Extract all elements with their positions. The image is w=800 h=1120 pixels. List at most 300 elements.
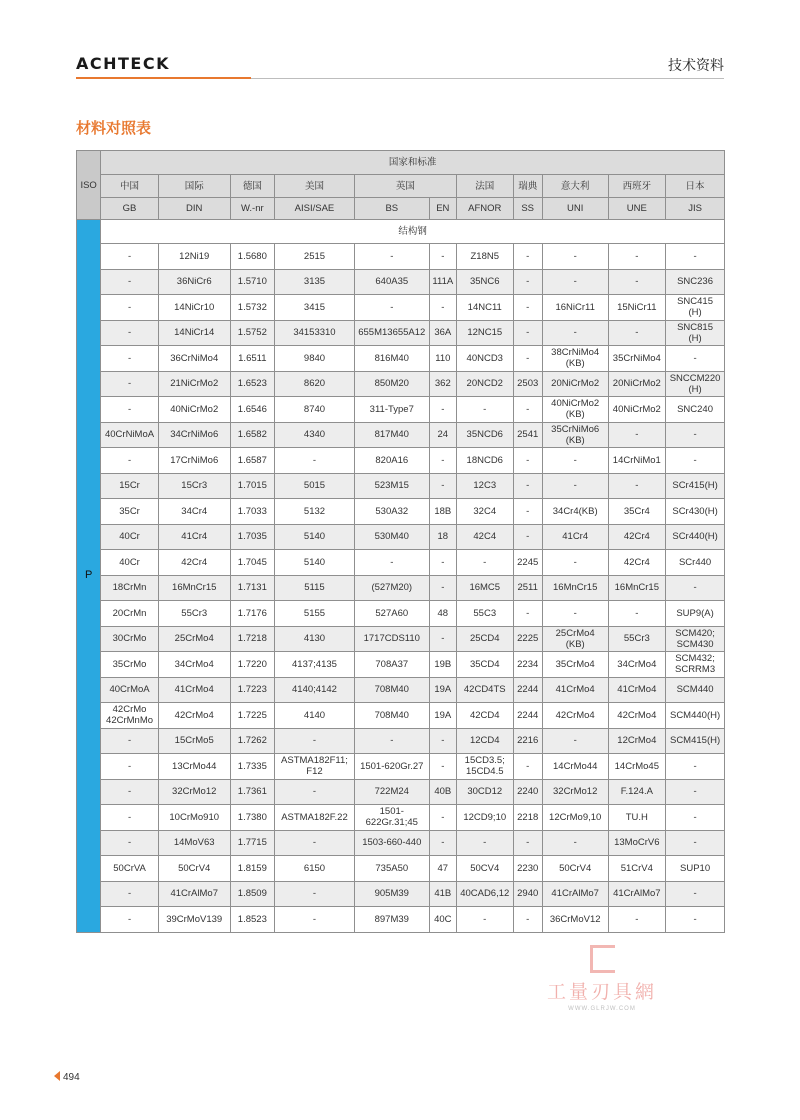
table-cell: 1.7131 [230,575,274,601]
table-cell: 735A50 [354,856,429,882]
table-cell: 1.7220 [230,652,274,678]
table-cell: 41Cr4 [158,524,230,550]
table-cell: - [513,269,542,295]
table-row [77,473,725,499]
table-cell: - [513,907,542,933]
table-cell: 3415 [275,295,355,321]
table-row [77,907,725,933]
table-row [77,626,725,652]
table-cell: - [456,830,513,856]
table-cell: 42C4 [456,524,513,550]
table-cell: 2244 [513,677,542,703]
table-cell: 640A35 [354,269,429,295]
table-cell: 40Cr [101,550,159,576]
table-cell: - [429,575,456,601]
table-cell: - [542,473,608,499]
table-cell: - [666,907,725,933]
table-cell: 530M40 [354,524,429,550]
watermark-url: WWW.GLRJW.COM [568,1006,636,1012]
table-cell: 13CrMo44 [158,754,230,780]
table-cell: - [429,728,456,754]
table-cell: - [429,473,456,499]
country-header: 西班牙 [608,175,666,198]
table-cell: 14NiCr14 [158,320,230,346]
standard-header: SS [513,198,542,220]
table-cell: 41B [429,881,456,907]
table-cell: 42Cr4 [158,550,230,576]
standard-header: JIS [666,198,725,220]
watermark-name: 工量刃具網 [546,981,657,1003]
table-cell: 722M24 [354,779,429,805]
table-row [77,805,725,831]
country-header: 德国 [230,175,274,198]
table-cell: 1.7380 [230,805,274,831]
table-cell: 2245 [513,550,542,576]
table-cell: 1.5680 [230,244,274,270]
table-cell: 38CrNiMo4 (KB) [542,346,608,372]
table-cell: 1.7223 [230,677,274,703]
table-cell: TU.H [608,805,666,831]
watermark-logo-icon [590,945,615,973]
table-row [77,244,725,270]
table-cell: 42CD4 [456,703,513,729]
section-title: 技术资料 [668,57,724,73]
iso-group-p: P [77,220,101,933]
table-cell: 5132 [275,499,355,525]
table-cell: - [608,907,666,933]
table-cell: 14NC11 [456,295,513,321]
table-cell: 1503-660-440 [354,830,429,856]
country-header: 瑞典 [513,175,542,198]
table-cell: SCr440(H) [666,524,725,550]
table-cell: - [666,830,725,856]
standard-header: UNI [542,198,608,220]
table-cell: 35Cr4 [608,499,666,525]
table-row [77,652,725,678]
table-cell: 15CD3.5; 15CD4.5 [456,754,513,780]
table-cell: - [666,754,725,780]
table-cell: 1.6587 [230,448,274,474]
table-cell: 40C [429,907,456,933]
table-row [77,371,725,397]
table-cell: 40CAD6,12 [456,881,513,907]
table-cell: 40CrNiMoA [101,422,159,448]
table-cell: - [456,907,513,933]
table-cell: 40NiCrMo2 [608,397,666,423]
table-cell: 18 [429,524,456,550]
table-cell: 25CD4 [456,626,513,652]
table-cell: 5015 [275,473,355,499]
table-cell: 530A32 [354,499,429,525]
table-cell: - [275,728,355,754]
table-cell: 9840 [275,346,355,372]
table-cell: 20NiCrMo2 [608,371,666,397]
table-cell: 16MnCr15 [608,575,666,601]
table-cell: 8740 [275,397,355,423]
table-cell: - [429,550,456,576]
table-cell: 40B [429,779,456,805]
table-cell: - [275,881,355,907]
table-cell: 35NCD6 [456,422,513,448]
table-cell: - [608,473,666,499]
table-cell: - [608,422,666,448]
table-cell: 25CrMo4 [158,626,230,652]
table-cell: 16MnCr15 [158,575,230,601]
table-cell: - [101,269,159,295]
table-cell: 16MnCr15 [542,575,608,601]
table-cell: 50CrVA [101,856,159,882]
section-label: 结构钢 [101,220,725,244]
table-cell: 111A [429,269,456,295]
table-row [77,397,725,423]
table-cell: 30CrMo [101,626,159,652]
table-cell: - [275,907,355,933]
table-cell: 47 [429,856,456,882]
table-cell: - [608,601,666,627]
table-cell: 40CrMoA [101,677,159,703]
table-cell: 15Cr3 [158,473,230,499]
table-cell: - [542,244,608,270]
table-cell: 42CrMo 42CrMnMo [101,703,159,729]
table-cell: 4137;4135 [275,652,355,678]
table-cell: 655M13655A12 [354,320,429,346]
table-cell: 42Cr4 [608,550,666,576]
table-cell: 3135 [275,269,355,295]
table-cell: - [666,346,725,372]
table-cell: SNC240 [666,397,725,423]
table-cell: 110 [429,346,456,372]
table-cell: 35CrNiMo6 (KB) [542,422,608,448]
table-cell: 16MC5 [456,575,513,601]
table-cell: SCM440 [666,677,725,703]
table-cell: 50CrV4 [542,856,608,882]
table-cell: ASTMA182F11; F12 [275,754,355,780]
table-cell: 2225 [513,626,542,652]
country-header: 美国 [275,175,355,198]
table-cell: 1.7262 [230,728,274,754]
table-cell: 527A60 [354,601,429,627]
table-cell: 4140 [275,703,355,729]
table-cell: 18B [429,499,456,525]
country-header: 法国 [456,175,513,198]
table-cell: 17CrNiMo6 [158,448,230,474]
table-cell: - [513,601,542,627]
table-cell: 21NiCrMo2 [158,371,230,397]
table-cell: 1.8509 [230,881,274,907]
table-cell: 19B [429,652,456,678]
table-cell: 50CV4 [456,856,513,882]
table-cell: 12Ni19 [158,244,230,270]
table-row [77,524,725,550]
table-cell: 42CrMo4 [158,703,230,729]
table-cell: - [456,550,513,576]
table-cell: 40NiCrMo2 (KB) [542,397,608,423]
table-cell: SCM420; SCM430 [666,626,725,652]
header-accent-rule [76,77,251,79]
table-cell: - [666,881,725,907]
standard-header: GB [101,198,159,220]
standard-header: W.-nr [230,198,274,220]
table-cell: 18CrMn [101,575,159,601]
table-row [77,779,725,805]
table-cell: 311-Type7 [354,397,429,423]
table-cell: 1.7225 [230,703,274,729]
country-header: 日本 [666,175,725,198]
table-cell: SNC415 (H) [666,295,725,321]
table-cell: 32C4 [456,499,513,525]
page-number-text: 494 [63,1072,80,1083]
standard-header: AISI/SAE [275,198,355,220]
table-cell: - [429,397,456,423]
group-header: 国家和标准 [101,151,725,175]
table-cell: - [513,499,542,525]
table-cell: 55C3 [456,601,513,627]
table-cell: 1.7045 [230,550,274,576]
table-cell: 20NCD2 [456,371,513,397]
table-cell: 35NC6 [456,269,513,295]
table-cell: - [542,320,608,346]
table-cell: 50CrV4 [158,856,230,882]
standard-header: UNE [608,198,666,220]
table-cell: 2244 [513,703,542,729]
brand-logo: ACHTECK [76,54,170,73]
table-cell: - [542,448,608,474]
table-cell: 41CrMo4 [158,677,230,703]
table-cell: 816M40 [354,346,429,372]
country-header: 中国 [101,175,159,198]
table-cell: 1.7035 [230,524,274,550]
table-cell: - [513,295,542,321]
table-cell: 39CrMoV139 [158,907,230,933]
table-cell: 14CrNiMo1 [608,448,666,474]
table-cell: - [513,473,542,499]
table-cell: ASTMA182F.22 [275,805,355,831]
table-row [77,881,725,907]
table-cell: 1501- 622Gr.31;45 [354,805,429,831]
table-cell: 41CrAlMo7 [608,881,666,907]
table-cell: - [101,728,159,754]
table-cell: 708A37 [354,652,429,678]
table-cell: 10CrMo910 [158,805,230,831]
table-cell: 12CrMo9,10 [542,805,608,831]
standard-header: DIN [158,198,230,220]
table-cell: 897M39 [354,907,429,933]
table-cell: 19A [429,703,456,729]
table-cell: 41CrMo4 [542,677,608,703]
table-cell: - [513,448,542,474]
table-cell: 5140 [275,550,355,576]
table-cell: 820A16 [354,448,429,474]
table-row [77,703,725,729]
table-cell: 14CrMo45 [608,754,666,780]
table-cell: 14NiCr10 [158,295,230,321]
table-cell: 35CD4 [456,652,513,678]
table-cell: - [608,320,666,346]
table-cell: 1717CDS110 [354,626,429,652]
table-cell: 25CrMo4 (KB) [542,626,608,652]
table-cell: 36NiCr6 [158,269,230,295]
table-row [77,550,725,576]
table-cell: 12CD4 [456,728,513,754]
table-row [77,575,725,601]
table-cell: - [429,448,456,474]
table-cell: - [354,244,429,270]
table-row [77,728,725,754]
table-cell: 35CrNiMo4 [608,346,666,372]
header-rule [251,78,724,79]
table-cell: - [513,397,542,423]
table-row [77,320,725,346]
table-row [77,601,725,627]
table-cell: 35CrMo [101,652,159,678]
table-cell: - [542,728,608,754]
table-cell: SCM415(H) [666,728,725,754]
table-cell: 523M15 [354,473,429,499]
table-cell: 34Cr4(KB) [542,499,608,525]
country-header: 英国 [354,175,456,198]
page-title: 材料对照表 [76,120,152,137]
table-cell: 708M40 [354,703,429,729]
table-cell: - [513,754,542,780]
table-row [77,269,725,295]
country-header: 国际 [158,175,230,198]
table-cell: - [456,397,513,423]
table-cell: - [666,448,725,474]
table-cell: - [101,371,159,397]
table-cell: 5140 [275,524,355,550]
table-cell: 1.7361 [230,779,274,805]
table-cell: - [666,575,725,601]
table-cell: 2218 [513,805,542,831]
table-cell: - [101,805,159,831]
table-cell: 1.5732 [230,295,274,321]
table-cell: 2234 [513,652,542,678]
table-cell: - [542,601,608,627]
table-cell: 2503 [513,371,542,397]
table-cell: 2541 [513,422,542,448]
table-cell: 905M39 [354,881,429,907]
table-cell: 40NiCrMo2 [158,397,230,423]
table-cell: 1.7715 [230,830,274,856]
table-cell: - [275,830,355,856]
table-cell: 1.6511 [230,346,274,372]
table-row [77,499,725,525]
table-row [77,830,725,856]
table-cell: 18NCD6 [456,448,513,474]
table-cell: 32CrMo12 [158,779,230,805]
table-row [77,295,725,321]
table-cell: - [429,626,456,652]
table-cell: - [101,244,159,270]
table-cell: 55Cr3 [608,626,666,652]
table-cell: 36A [429,320,456,346]
table-cell: 1.7335 [230,754,274,780]
table-cell: SCr440 [666,550,725,576]
table-cell: 15CrMo5 [158,728,230,754]
table-cell: SCr430(H) [666,499,725,525]
table-cell: 42Cr4 [608,524,666,550]
table-cell: 817M40 [354,422,429,448]
table-cell: - [666,779,725,805]
table-cell: 5155 [275,601,355,627]
iso-header: ISO [77,151,101,220]
table-cell: SNC815 (H) [666,320,725,346]
table-cell: 15Cr [101,473,159,499]
table-cell: - [101,346,159,372]
table-cell: - [608,269,666,295]
table-cell: 2511 [513,575,542,601]
table-cell: - [101,881,159,907]
table-cell: SNC236 [666,269,725,295]
table-cell: - [666,422,725,448]
table-cell: - [101,295,159,321]
table-cell: - [101,397,159,423]
table-cell: 20NiCrMo2 [542,371,608,397]
page-arrow-icon [54,1071,60,1081]
table-cell: 20CrMn [101,601,159,627]
table-cell: 2230 [513,856,542,882]
table-cell: 19A [429,677,456,703]
watermark [536,945,668,1012]
table-cell: 41Cr4 [542,524,608,550]
table-cell: 4130 [275,626,355,652]
table-cell: - [354,728,429,754]
table-cell: 1.7218 [230,626,274,652]
table-row [77,422,725,448]
table-cell: - [666,805,725,831]
table-cell: - [275,779,355,805]
table-cell: 32CrMo12 [542,779,608,805]
table-cell: 1.7015 [230,473,274,499]
table-cell: 708M40 [354,677,429,703]
standard-header: AFNOR [456,198,513,220]
table-cell: 1.8159 [230,856,274,882]
table-cell: - [429,805,456,831]
table-cell: 16NiCr11 [542,295,608,321]
table-cell: 1.6546 [230,397,274,423]
table-cell: - [513,320,542,346]
page-number [54,1071,80,1083]
table-cell: 8620 [275,371,355,397]
table-cell: - [101,754,159,780]
table-cell: 15NiCr11 [608,295,666,321]
table-cell: - [666,244,725,270]
table-cell: 34Cr4 [158,499,230,525]
table-cell: 12C3 [456,473,513,499]
table-row [77,856,725,882]
table-cell: SCr415(H) [666,473,725,499]
table-cell: - [513,244,542,270]
material-comparison-table [76,150,725,933]
table-cell: - [608,244,666,270]
table-cell: 1.7176 [230,601,274,627]
table-body [77,151,725,933]
table-cell: 12CrMo4 [608,728,666,754]
table-cell: 2515 [275,244,355,270]
table-cell: 40NCD3 [456,346,513,372]
table-cell: 362 [429,371,456,397]
table-cell: 42CD4TS [456,677,513,703]
table-cell: - [513,346,542,372]
table-cell: 36CrNiMo4 [158,346,230,372]
table-row [77,677,725,703]
table-cell: 1.6582 [230,422,274,448]
table-cell: - [429,244,456,270]
table-cell: - [101,320,159,346]
table-cell: 42CrMo4 [542,703,608,729]
table-cell: 14CrMo44 [542,754,608,780]
table-cell: 1.5752 [230,320,274,346]
